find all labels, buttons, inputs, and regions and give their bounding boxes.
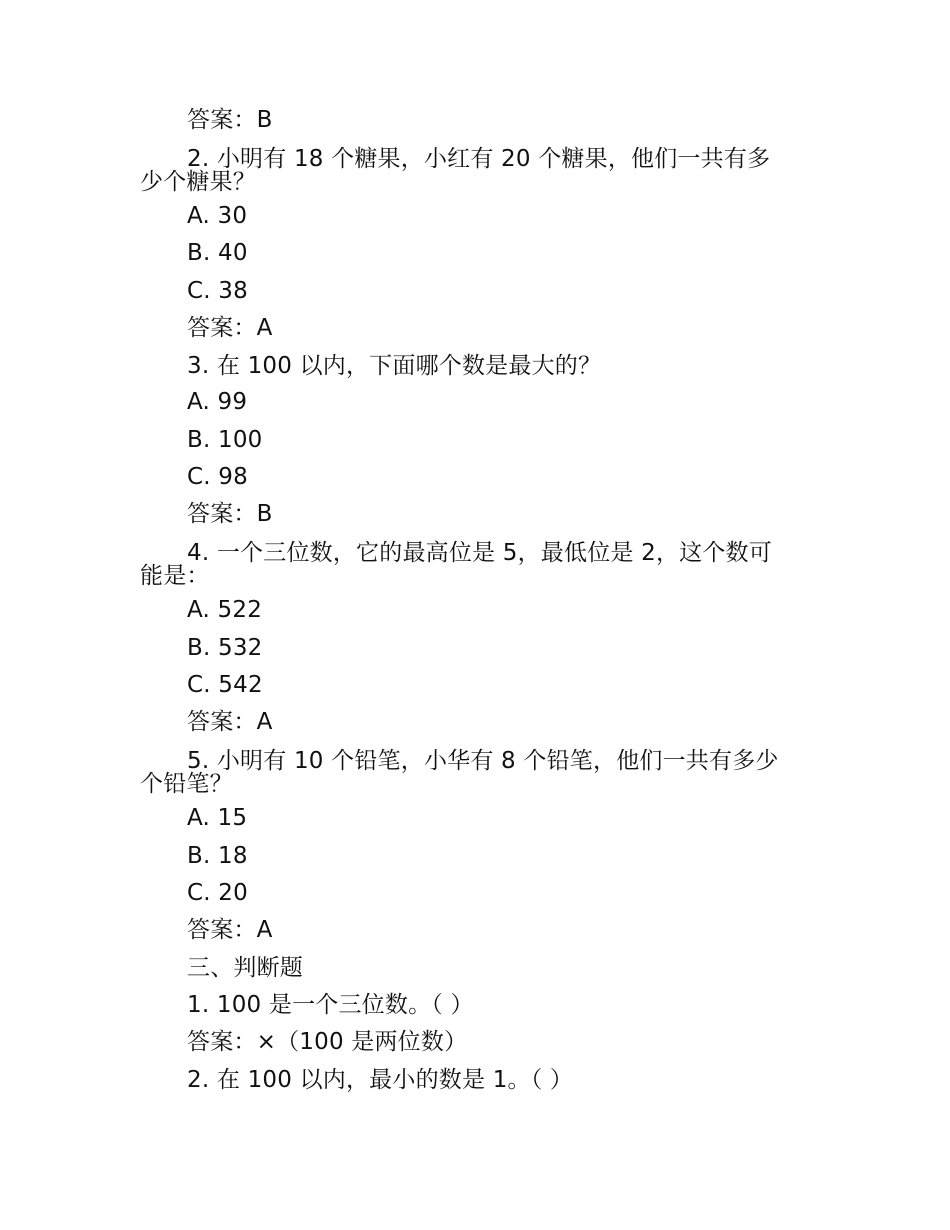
option-line: A. 15: [187, 805, 248, 831]
answer-line: 答案：A: [187, 709, 273, 735]
answer-line: 答案：A: [187, 315, 273, 341]
question-4-line-1: 4. 一个三位数，它的最高位是 5，最低位是 2，这个数可: [187, 540, 772, 566]
section-heading: 三、判断题: [187, 955, 303, 981]
true-false-question-1: 1. 100 是一个三位数。（ ）: [187, 992, 474, 1018]
answer-line: 答案：B: [187, 501, 273, 527]
question-2-line-2: 少个糖果？: [140, 169, 256, 195]
answer-line: 答案：×（100 是两位数）: [187, 1029, 468, 1055]
option-line: C. 98: [187, 464, 248, 490]
option-line: A. 522: [187, 597, 263, 623]
question-5-line-1: 5. 小明有 10 个铅笔，小华有 8 个铅笔，他们一共有多少: [187, 748, 779, 774]
question-5-line-2: 个铅笔？: [140, 771, 233, 797]
option-line: B. 532: [187, 635, 263, 661]
answer-line: 答案：B: [187, 107, 273, 133]
option-line: B. 100: [187, 427, 263, 453]
option-line: A. 99: [187, 389, 248, 415]
true-false-question-2: 2. 在 100 以内，最小的数是 1。（ ）: [187, 1067, 574, 1093]
option-line: B. 18: [187, 843, 248, 869]
option-line: C. 20: [187, 880, 248, 906]
option-line: B. 40: [187, 240, 248, 266]
answer-line: 答案：A: [187, 917, 273, 943]
option-line: C. 38: [187, 278, 248, 304]
option-line: A. 30: [187, 203, 248, 229]
question-2-line-1: 2. 小明有 18 个糖果，小红有 20 个糖果，他们一共有多: [187, 146, 771, 172]
question-3-line: 3. 在 100 以内，下面哪个数是最大的？: [187, 353, 602, 379]
question-4-line-2: 能是：: [140, 563, 210, 589]
option-line: C. 542: [187, 672, 263, 698]
